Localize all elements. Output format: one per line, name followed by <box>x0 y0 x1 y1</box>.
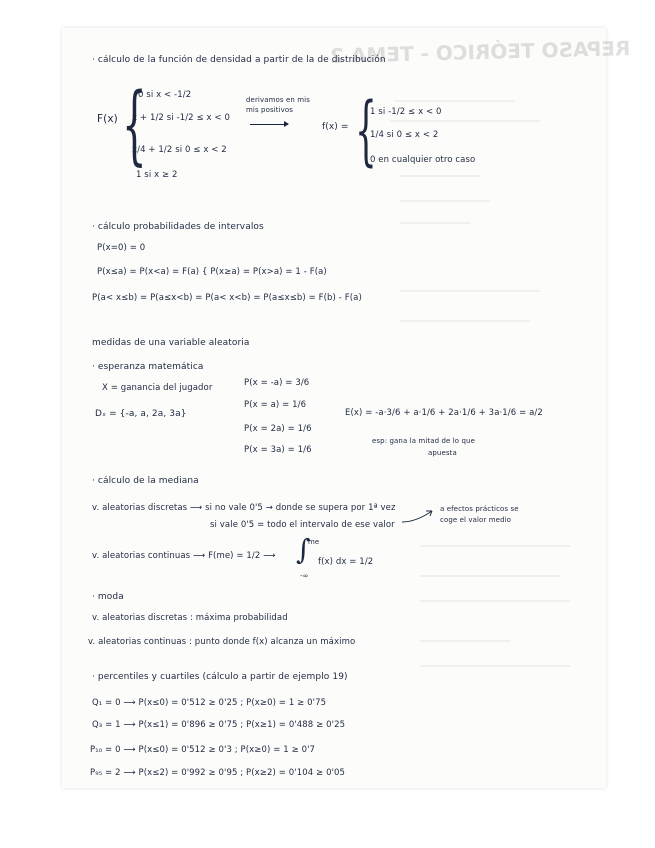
mode-continuous-line: v. aleatorias continuas : punto donde f(x) alcanza un máximo <box>88 637 356 647</box>
density-case: 1/4 si 0 ≤ x < 2 <box>370 130 439 140</box>
median-side-note: coge el valor medio <box>440 516 512 524</box>
integral-sign: ∫ <box>296 533 311 566</box>
cdf-case: x/4 + 1/2 si 0 ≤ x < 2 <box>132 145 227 155</box>
probability-value: P(x = a) = 1/6 <box>244 400 307 410</box>
probability-line: P(x≤a) = P(x<a) = F(a) { P(x≥a) = P(x>a) = 1 - F(a) <box>97 267 327 277</box>
median-discrete-line: v. aleatorias discretas ⟶ si no vale 0'5 → donde se supera por 1ª vez <box>92 503 396 513</box>
section-heading-probabilities: · cálculo probabilidades de intervalos <box>92 222 264 232</box>
density-case: 1 si -1/2 ≤ x < 0 <box>370 107 442 117</box>
probability-value: P(x = 2a) = 1/6 <box>244 424 312 434</box>
percentile-row: P₉₅ = 2 ⟶ P(x≤2) = 0'992 ≥ 0'95 ; P(x≥2) = 0'104 ≥ 0'05 <box>90 768 346 778</box>
bleed-through-line <box>390 120 540 122</box>
integral-body: f(x) dx = 1/2 <box>318 557 374 567</box>
density-case: 0 en cualquier otro caso <box>370 155 476 165</box>
percentile-row: Q₃ = 1 ⟶ P(x≤1) = 0'896 ≥ 0'75 ; P(x≥1) = 0'488 ≥ 0'25 <box>92 720 346 730</box>
section-heading-percentiles: · percentiles y cuartiles (cálculo a partir de ejemplo 19) <box>92 672 348 682</box>
bleed-through-line <box>420 545 570 547</box>
bleed-through-line <box>400 290 540 292</box>
median-note-arrow <box>400 506 438 526</box>
median-discrete-line: si vale 0'5 = todo el intervalo de ese valor <box>210 520 395 530</box>
bleed-through-line <box>420 640 510 642</box>
bleed-through-line <box>400 320 530 322</box>
bleed-through-line <box>400 200 490 202</box>
variable-domain: Dₓ = {-a, a, 2a, 3a} <box>95 409 187 419</box>
probability-value: P(x = -a) = 3/6 <box>244 378 310 388</box>
section-heading-expectation: · esperanza matemática <box>92 362 204 372</box>
arrow-note: derivamos en mis <box>246 96 310 104</box>
bleed-through-line <box>420 665 570 667</box>
bleed-through-title: REPASO TEÓRICO - TEMA 2 <box>329 36 631 68</box>
bleed-through-line <box>395 100 515 102</box>
density-brace: { <box>355 85 377 174</box>
variable-definition: X = ganancia del jugador <box>102 383 213 393</box>
cdf-case: 0 si x < -1/2 <box>138 90 192 100</box>
expectation-note: esp: gana la mitad de lo que <box>372 437 476 445</box>
section-heading-density: · cálculo de la función de densidad a partir de la de distribución <box>92 55 386 65</box>
median-side-note: a efectos prácticos se <box>440 505 519 513</box>
derive-arrow <box>250 124 288 125</box>
cdf-label: F(x) <box>97 113 118 125</box>
cdf-case: 1 si x ≥ 2 <box>136 170 178 180</box>
mode-discrete-line: v. aleatorias discretas : máxima probabilidad <box>92 613 288 623</box>
bleed-through-line <box>420 575 560 577</box>
probability-line: P(a< x≤b) = P(a≤x<b) = P(a< x<b) = P(a≤x≤b) = F(b) - F(a) <box>92 293 362 303</box>
section-heading-measures: medidas de una variable aleatoria <box>92 338 250 348</box>
section-heading-median: · cálculo de la mediana <box>92 476 199 486</box>
integral-lower-limit: -∞ <box>300 572 309 580</box>
section-heading-mode: · moda <box>92 592 124 602</box>
percentile-row: P₁₀ = 0 ⟶ P(x≤0) = 0'512 ≥ 0'3 ; P(x≥0) = 1 ≥ 0'7 <box>90 745 316 755</box>
bleed-through-line <box>400 175 480 177</box>
expectation-note: apuesta <box>428 449 457 457</box>
density-label: f(x) = <box>322 122 349 132</box>
expectation-formula: E(x) = -a·3/6 + a·1/6 + 2a·1/6 + 3a·1/6 = a/2 <box>345 408 543 418</box>
arrow-note: mis positivos <box>246 106 294 114</box>
integral-upper-limit: me <box>308 538 320 546</box>
bleed-through-line <box>420 600 570 602</box>
cdf-case: x + 1/2 si -1/2 ≤ x < 0 <box>132 113 230 123</box>
bleed-through-line <box>400 222 470 224</box>
probability-line: P(x=0) = 0 <box>97 243 146 253</box>
cdf-brace: { <box>122 75 147 175</box>
median-continuous-line: v. aleatorias continuas ⟶ F(me) = 1/2 ⟶ <box>92 551 276 561</box>
percentile-row: Q₁ = 0 ⟶ P(x≤0) = 0'512 ≥ 0'25 ; P(x≥0) = 1 ≥ 0'75 <box>92 698 327 708</box>
probability-value: P(x = 3a) = 1/6 <box>244 445 312 455</box>
